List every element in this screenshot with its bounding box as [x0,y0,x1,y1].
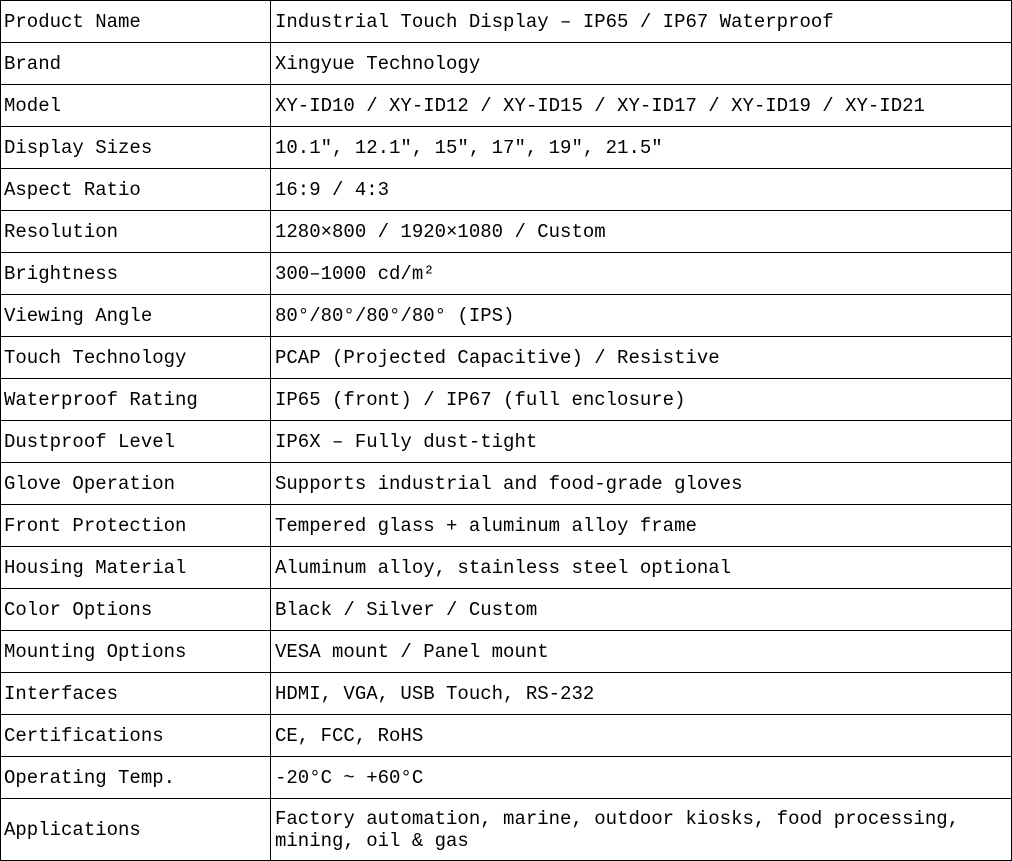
table-row [1,547,1012,589]
spec-value: Industrial Touch Display – IP65 / IP67 Waterproof [271,1,1012,43]
spec-value: 10.1″, 12.1″, 15″, 17″, 19″, 21.5″ [271,127,1012,169]
spec-value: Aluminum alloy, stainless steel optional [271,547,1012,589]
spec-value: CE, FCC, RoHS [271,715,1012,757]
spec-label: Aspect Ratio [1,169,271,211]
spec-value: IP6X – Fully dust-tight [271,421,1012,463]
spec-label: Model [1,85,271,127]
spec-label: Viewing Angle [1,295,271,337]
spec-label: Waterproof Rating [1,379,271,421]
table-row [1,379,1012,421]
table-row [1,169,1012,211]
spec-value: 80°/80°/80°/80° (IPS) [271,295,1012,337]
table-row [1,589,1012,631]
spec-value: 300–1000 cd/m² [271,253,1012,295]
spec-value: HDMI, VGA, USB Touch, RS-232 [271,673,1012,715]
spec-value: Black / Silver / Custom [271,589,1012,631]
spec-label: Front Protection [1,505,271,547]
spec-label: Display Sizes [1,127,271,169]
spec-label: Touch Technology [1,337,271,379]
spec-label: Interfaces [1,673,271,715]
spec-label: Certifications [1,715,271,757]
table-row [1,337,1012,379]
spec-label: Resolution [1,211,271,253]
table-row [1,799,1012,861]
table-row [1,715,1012,757]
spec-label: Product Name [1,1,271,43]
spec-label: Dustproof Level [1,421,271,463]
table-row [1,757,1012,799]
table-row [1,295,1012,337]
spec-value: VESA mount / Panel mount [271,631,1012,673]
spec-value: Factory automation, marine, outdoor kiosks, food processing, mining, oil & gas [271,799,1012,861]
table-row [1,211,1012,253]
table-row [1,1,1012,43]
spec-label: Applications [1,799,271,861]
spec-label: Brightness [1,253,271,295]
table-row [1,253,1012,295]
table-row [1,463,1012,505]
spec-value: XY-ID10 / XY-ID12 / XY-ID15 / XY-ID17 / XY-ID19 / XY-ID21 [271,85,1012,127]
table-row [1,127,1012,169]
spec-value: IP65 (front) / IP67 (full enclosure) [271,379,1012,421]
spec-value: 16:9 / 4:3 [271,169,1012,211]
spec-value: 1280×800 / 1920×1080 / Custom [271,211,1012,253]
spec-label: Brand [1,43,271,85]
table-row [1,85,1012,127]
table-row [1,43,1012,85]
table-row [1,505,1012,547]
spec-label: Housing Material [1,547,271,589]
table-row [1,421,1012,463]
spec-value: Tempered glass + aluminum alloy frame [271,505,1012,547]
spec-value: -20°C ~ +60°C [271,757,1012,799]
spec-value: Xingyue Technology [271,43,1012,85]
spec-label: Glove Operation [1,463,271,505]
spec-value: PCAP (Projected Capacitive) / Resistive [271,337,1012,379]
spec-label: Color Options [1,589,271,631]
spec-label: Mounting Options [1,631,271,673]
table-row [1,631,1012,673]
spec-value: Supports industrial and food-grade gloves [271,463,1012,505]
table-row [1,673,1012,715]
spec-label: Operating Temp. [1,757,271,799]
